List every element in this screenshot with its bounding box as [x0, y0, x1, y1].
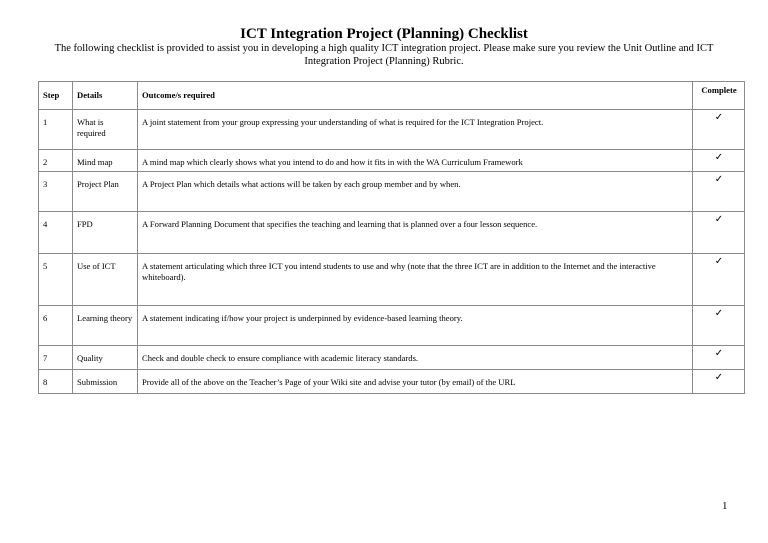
row-details: Submission — [73, 370, 138, 394]
row-details: Use of ICT — [73, 254, 138, 306]
row-details: Project Plan — [73, 172, 138, 212]
row-details: Mind map — [73, 150, 138, 172]
row-outcome: Check and double check to ensure compliance with academic literacy standards. — [138, 346, 693, 370]
row-details: Learning theory — [73, 306, 138, 346]
complete-check-icon: ✓ — [693, 346, 745, 370]
complete-check-icon: ✓ — [693, 212, 745, 254]
row-step: 6 — [39, 306, 73, 346]
row-step: 3 — [39, 172, 73, 212]
row-step: 1 — [39, 110, 73, 150]
table-row — [39, 346, 745, 370]
header-outcome: Outcome/s required — [138, 82, 693, 110]
row-details: FPD — [73, 212, 138, 254]
row-outcome: A mind map which clearly shows what you intend to do and how it fits in with the WA Curriculum Framework — [138, 150, 693, 172]
table-row — [39, 150, 745, 172]
table-row — [39, 172, 745, 212]
row-step: 8 — [39, 370, 73, 394]
row-step: 5 — [39, 254, 73, 306]
complete-check-icon: ✓ — [693, 370, 745, 394]
row-outcome: A Project Plan which details what actions will be taken by each group member and by when. — [138, 172, 693, 212]
row-outcome: A joint statement from your group expressing your understanding of what is required for the ICT Integration Project. — [138, 110, 693, 150]
table-row — [39, 212, 745, 254]
row-details: Quality — [73, 346, 138, 370]
document-intro: The following checklist is provided to assist you in developing a high quality ICT integration project. Please make sure you review the Unit Outline and ICT Integration Project (Planning) Rubric. — [54, 43, 714, 67]
header-complete: Complete — [693, 82, 745, 110]
row-outcome: A statement indicating if/how your project is underpinned by evidence-based learning theory. — [138, 306, 693, 346]
complete-check-icon: ✓ — [693, 110, 745, 150]
row-outcome: Provide all of the above on the Teacher’s Page of your Wiki site and advise your tutor (by email) of the URL — [138, 370, 693, 394]
header-details: Details — [73, 82, 138, 110]
table-row — [39, 370, 745, 394]
complete-check-icon: ✓ — [693, 172, 745, 212]
checklist-table — [38, 81, 745, 394]
document-title: ICT Integration Project (Planning) Checklist — [240, 26, 528, 42]
row-outcome: A Forward Planning Document that specifies the teaching and learning that is planned over a four lesson sequence. — [138, 212, 693, 254]
header-step: Step — [39, 82, 73, 110]
row-step: 2 — [39, 150, 73, 172]
table-header-row — [39, 82, 745, 110]
row-details: What is required — [73, 110, 138, 150]
page-number: 1 — [722, 500, 728, 512]
row-outcome: A statement articulating which three ICT you intend students to use and why (note that the three ICT are in addition to the Internet and the interactive whiteboard). — [138, 254, 693, 306]
table-row — [39, 110, 745, 150]
row-step: 7 — [39, 346, 73, 370]
table-row — [39, 254, 745, 306]
complete-check-icon: ✓ — [693, 306, 745, 346]
complete-check-icon: ✓ — [693, 150, 745, 172]
complete-check-icon: ✓ — [693, 254, 745, 306]
row-step: 4 — [39, 212, 73, 254]
table-row — [39, 306, 745, 346]
